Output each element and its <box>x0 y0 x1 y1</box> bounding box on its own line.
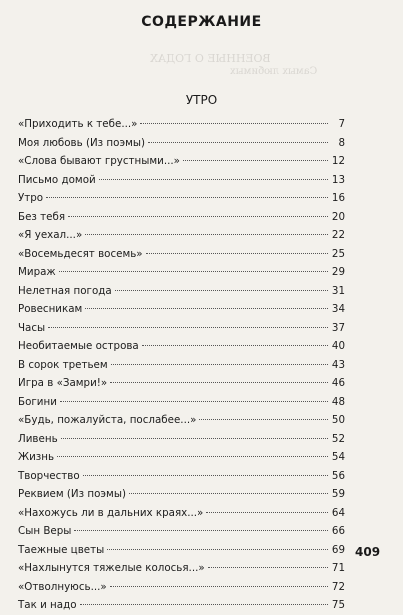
toc-entry-page: 50 <box>331 414 345 426</box>
dot-leader <box>110 382 328 383</box>
toc-entry <box>18 522 345 541</box>
toc-entry-title: «Приходить к тебе...» <box>18 118 138 130</box>
dot-leader <box>107 549 328 550</box>
toc-entry-title: «Нахожусь ли в дальних краях...» <box>18 506 204 519</box>
page-title: СОДЕРЖАНИЕ <box>141 14 262 30</box>
table-of-contents <box>18 115 345 615</box>
toc-entry-page: 64 <box>331 506 345 519</box>
toc-entry-title: «Я уехал...» <box>18 229 83 241</box>
show-through-text: ВОЕННЫЕ О ГОДАХ <box>150 52 271 65</box>
dot-leader <box>208 567 328 568</box>
toc-entry <box>18 245 345 264</box>
toc-entry-page: 29 <box>331 266 345 278</box>
toc-entry-title: «Будь, пожалуйста, послабее...» <box>18 414 197 426</box>
dot-leader <box>129 493 328 494</box>
dot-leader <box>85 308 328 309</box>
dot-leader <box>199 419 328 420</box>
toc-entry-title: В сорок третьем <box>18 358 108 371</box>
toc-entry-title: Мираж <box>18 266 56 278</box>
dot-leader <box>148 142 328 143</box>
toc-entry <box>18 171 345 190</box>
toc-entry <box>18 208 345 227</box>
toc-entry-title: «Восемьдесят восемь» <box>18 247 143 260</box>
toc-entry-page: 22 <box>331 229 345 241</box>
toc-entry <box>18 337 345 356</box>
toc-entry-page: 72 <box>331 580 345 593</box>
toc-entry <box>18 374 345 393</box>
toc-entry-page: 25 <box>331 247 345 260</box>
toc-entry <box>18 393 345 412</box>
toc-entry-title: Ливень <box>18 432 58 445</box>
dot-leader <box>68 216 328 217</box>
toc-entry-page: 46 <box>331 377 345 389</box>
dot-leader <box>115 290 328 291</box>
toc-entry-page: 13 <box>331 173 345 186</box>
toc-entry-page: 7 <box>338 118 345 130</box>
dot-leader <box>57 456 328 457</box>
toc-entry <box>18 300 345 319</box>
toc-entry-title: «Нахлынутся тяжелые колосья...» <box>18 562 205 574</box>
toc-entry <box>18 319 345 338</box>
toc-entry-page: 56 <box>331 469 345 482</box>
toc-entry-title: Письмо домой <box>18 173 96 186</box>
toc-entry-page: 20 <box>331 210 345 223</box>
dot-leader <box>206 512 328 513</box>
dot-leader <box>140 123 328 124</box>
dot-leader <box>110 586 328 587</box>
toc-entry-title: Жизнь <box>18 451 55 463</box>
toc-entry <box>18 504 345 523</box>
toc-entry-title: Богини <box>18 395 57 408</box>
toc-entry-title: Реквием (Из поэмы) <box>18 488 126 500</box>
toc-entry-page: 12 <box>331 155 345 167</box>
toc-entry <box>18 485 345 504</box>
dot-leader <box>74 530 328 531</box>
dot-leader <box>183 160 328 161</box>
dot-leader <box>99 179 328 180</box>
dot-leader <box>60 401 328 402</box>
toc-entry <box>18 430 345 449</box>
toc-entry-page: 34 <box>331 303 345 315</box>
toc-entry-page: 71 <box>331 562 345 574</box>
dot-leader <box>85 234 328 235</box>
toc-entry-title: Игра в «Замри!» <box>18 377 108 389</box>
toc-entry-page: 8 <box>338 136 345 149</box>
toc-entry <box>18 134 345 153</box>
toc-entry-title: Так и надо <box>18 599 77 611</box>
toc-entry <box>18 115 345 134</box>
toc-entry <box>18 356 345 375</box>
toc-entry <box>18 578 345 597</box>
dot-leader <box>59 271 328 272</box>
page-number: 409 <box>355 545 381 559</box>
toc-entry <box>18 596 345 615</box>
toc-entry <box>18 282 345 301</box>
toc-entry <box>18 559 345 578</box>
dot-leader <box>80 604 328 605</box>
toc-entry-title: «Слова бывают грустными...» <box>18 155 180 167</box>
toc-entry-title: Сын Веры <box>18 525 72 537</box>
dot-leader <box>142 345 328 346</box>
toc-entry-title: Таежные цветы <box>18 543 105 556</box>
toc-entry-title: Ровесникам <box>18 303 83 315</box>
toc-entry-title: Необитаемые острова <box>18 340 139 352</box>
toc-entry-page: 59 <box>331 488 345 500</box>
toc-entry-title: «Отволнуюсь...» <box>18 580 107 593</box>
toc-entry-page: 37 <box>331 321 345 334</box>
toc-entry <box>18 448 345 467</box>
toc-entry <box>18 541 345 560</box>
toc-entry-page: 43 <box>331 358 345 371</box>
toc-entry <box>18 152 345 171</box>
toc-entry-page: 52 <box>331 432 345 445</box>
toc-entry-title: Творчество <box>18 469 80 482</box>
toc-entry-title: Утро <box>18 192 44 204</box>
toc-entry-title: Нелетная погода <box>18 284 112 297</box>
toc-entry-page: 16 <box>331 192 345 204</box>
toc-entry-page: 54 <box>331 451 345 463</box>
show-through-text: Самых любимых <box>230 66 318 77</box>
dot-leader <box>83 475 328 476</box>
toc-entry-page: 66 <box>331 525 345 537</box>
toc-entry-page: 31 <box>331 284 345 297</box>
toc-entry <box>18 189 345 208</box>
dot-leader <box>111 364 328 365</box>
toc-entry-title: Часы <box>18 321 46 334</box>
toc-entry-page: 48 <box>331 395 345 408</box>
toc-entry-page: 69 <box>331 543 345 556</box>
toc-entry-title: Без тебя <box>18 210 66 223</box>
dot-leader <box>146 253 328 254</box>
dot-leader <box>61 438 328 439</box>
toc-entry <box>18 263 345 282</box>
toc-entry-title: Моя любовь (Из поэмы) <box>18 136 146 149</box>
toc-entry <box>18 226 345 245</box>
toc-entry <box>18 411 345 430</box>
dot-leader <box>48 327 328 328</box>
section-title: УТРО <box>185 93 218 107</box>
dot-leader <box>46 197 328 198</box>
toc-entry-page: 75 <box>331 599 345 611</box>
toc-entry <box>18 467 345 486</box>
toc-entry-page: 40 <box>331 340 345 352</box>
